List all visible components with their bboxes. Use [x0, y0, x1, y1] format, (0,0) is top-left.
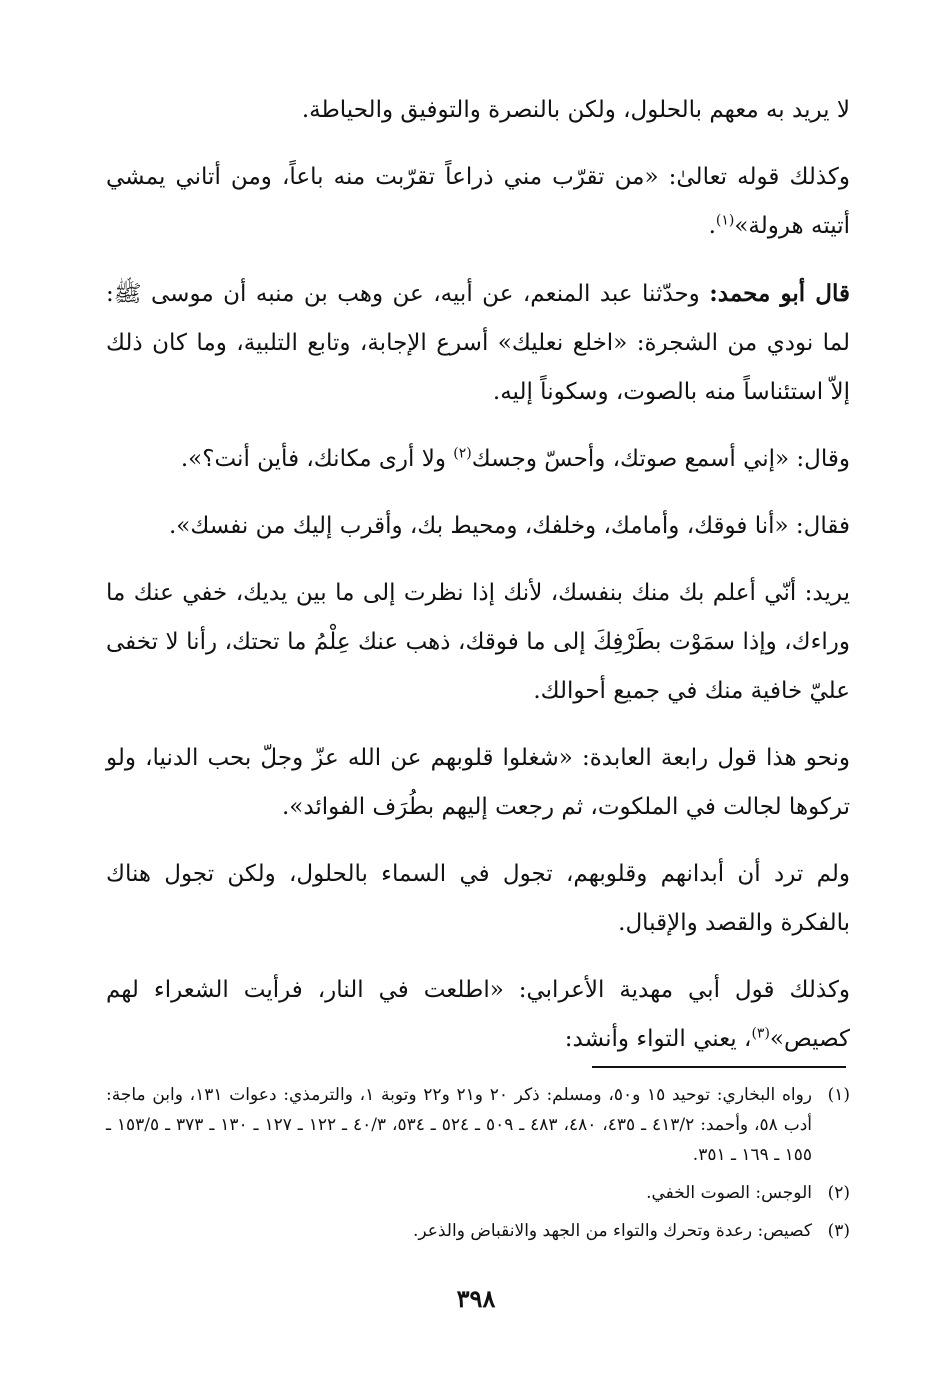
paragraph-9-after: ، يعني التواء وأنشد: — [564, 1026, 752, 1052]
footnote-divider — [592, 1066, 846, 1068]
paragraph-3-lead: قال أبو محمد: — [709, 280, 850, 307]
paragraph-2 — [106, 153, 850, 251]
paragraph-6 — [106, 569, 850, 716]
paragraph-1 — [106, 86, 850, 135]
paragraph-5 — [106, 502, 850, 551]
page-number: ٣٩٨ — [456, 1284, 496, 1313]
footnote-2-text: الوجس: الصوت الخفي. — [646, 1183, 812, 1203]
paragraph-9-text: وكذلك قول أبي مهدية الأعرابي: «اطلعت في النار، فرأيت الشعراء لهم كصيص» — [106, 977, 850, 1052]
footnote-ref-1: (١) — [715, 212, 735, 229]
footnote-3 — [106, 1216, 850, 1246]
paragraph-6-text: يريد: أنّي أعلم بك منك بنفسك، لأنك إذا نظرت إلى ما بين يديك، خفي عنك ما وراءك، وإذا سمَوْت بطَرْفِكَ إلى ما فوقك، ذهب عنك عِلْمُ ما تحتك، رأنا لا تخفى عليّ خافية منك في جميع أحوالك. — [106, 580, 850, 704]
paragraph-9 — [106, 966, 850, 1064]
paragraph-4-text: وقال: «إني أسمع صوتك، وأحسّ وجسك — [471, 446, 850, 472]
paragraph-2-after: . — [708, 213, 716, 239]
footnote-ref-3: (٣) — [751, 1025, 770, 1042]
paragraph-3 — [106, 269, 850, 417]
paragraph-2-text: وكذلك قوله تعالىٰ: «من تقرّب مني ذراعاً تقرّبت منه باعاً، ومن أتاني يمشي أتيته هرولة» — [106, 164, 850, 239]
footnote-3-number: (٣) — [827, 1221, 850, 1241]
main-text — [106, 86, 850, 1082]
footnote-2-number: (٢) — [827, 1183, 850, 1203]
footnote-1-number: (١) — [827, 1085, 850, 1105]
footnote-1 — [106, 1080, 850, 1170]
paragraph-3-text: وحدّثنا عبد المنعم، عن أبيه، عن وهب بن منبه أن موسى ﷺ: لما نودي من الشجرة: «اخلع نعليك» أسرع الإجابة، وتابع التلبية، وما كان ذلك إلاّ استئناساً منه بالصوت، وسكوناً إليه. — [106, 281, 850, 405]
paragraph-5-text: فقال: «أنا فوقك، وأمامك، وخلفك، ومحيط بك، وأقرب إليك من نفسك». — [168, 513, 850, 539]
paragraph-4 — [106, 435, 850, 484]
paragraph-8 — [106, 850, 850, 948]
footnote-2 — [106, 1178, 850, 1208]
paragraph-8-text: ولم ترد أن أبدانهم وقلوبهم، تجول في السماء بالحلول، ولكن تجول هناك بالفكرة والقصد والإقبال. — [106, 861, 850, 936]
footnote-1-text: رواه البخاري: توحيد ١٥ و٥٠، ومسلم: ذكر ٢٠ و٢١ و٢٢ وتوبة ١، والترمذي: دعوات ١٣١، وابن ماجة: أدب ٥٨، وأحمد: ٤١٣/٢ ـ ٤٣٥، ٤٨٠، ٤٨٣ ـ ٥٠٩ ـ ٥٢٤ ـ ٥٣٤، ٤٠/٣ ـ ١٢٢ ـ ١٢٧ ـ ١٣٠ ـ ٣٧٣ ـ ١٥٣/٥ ـ ١٥٥ ـ ١٦٩ ـ ٣٥١. — [106, 1085, 813, 1165]
paragraph-7-text: ونحو هذا قول رابعة العابدة: «شغلوا قلوبهم عن الله عزّ وجلّ بحب الدنيا، ولو تركوها لجالت في الملكوت، ثم رجعت إليهم بطُرَف الفوائد». — [106, 745, 850, 820]
footnotes — [106, 1080, 850, 1254]
paragraph-7 — [106, 734, 850, 832]
footnote-3-text: كصيص: رعدة وتحرك والتواء من الجهد والانقباض والذعر. — [412, 1221, 812, 1241]
footnote-ref-2: (٢) — [453, 445, 472, 462]
paragraph-4-after: ولا أرى مكانك، فأين أنت؟». — [180, 446, 454, 472]
paragraph-1-text: لا يريد به معهم بالحلول، ولكن بالنصرة والتوفيق والحياطة. — [301, 97, 850, 123]
